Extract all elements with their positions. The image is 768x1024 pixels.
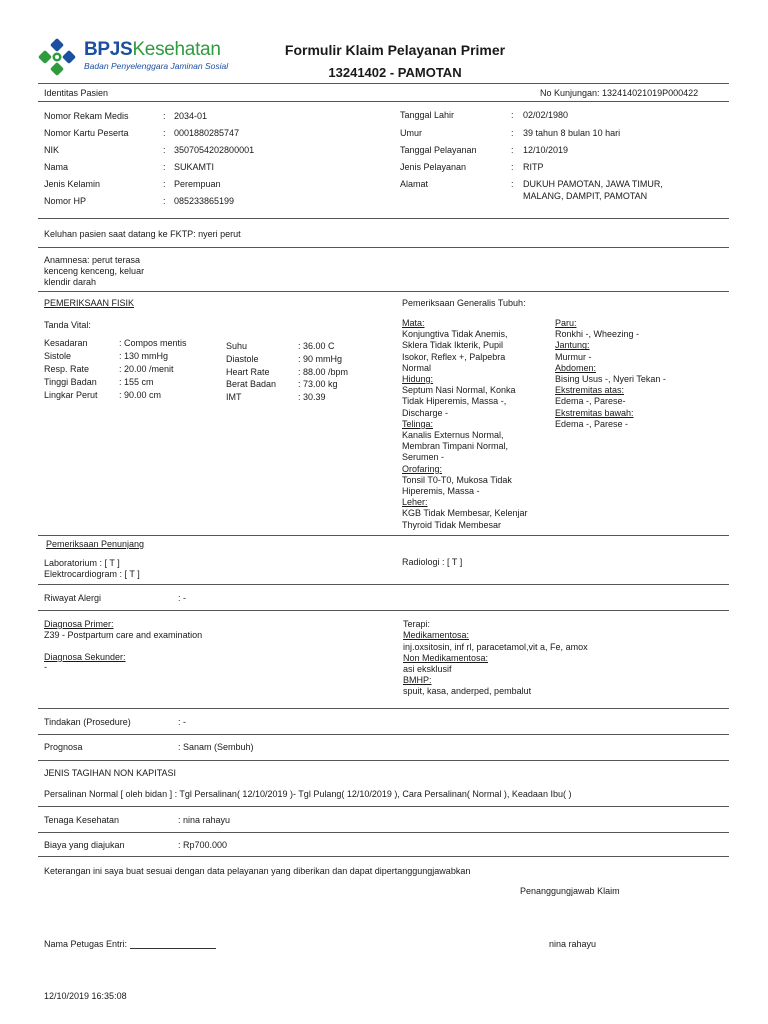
divider bbox=[38, 218, 729, 219]
generalis-section-label: Jantung: bbox=[555, 340, 590, 351]
generalis-line: Bising Usus -, Nyeri Tekan - bbox=[555, 374, 666, 384]
non-medikamentosa-value: asi eksklusif bbox=[403, 664, 452, 674]
field-value: Perempuan bbox=[174, 179, 221, 189]
field-label: Jenis Pelayanan bbox=[400, 162, 467, 172]
divider bbox=[38, 806, 729, 807]
form-subtitle: 13241402 - PAMOTAN bbox=[328, 65, 462, 80]
terapi-label: Terapi: bbox=[403, 619, 431, 629]
divider bbox=[38, 535, 729, 536]
biaya-value: : Rp700.000 bbox=[178, 840, 228, 850]
alergi-label: Riwayat Alergi bbox=[44, 593, 102, 603]
form-title: Formulir Klaim Pelayanan Primer bbox=[284, 42, 506, 58]
generalis-line: Edema -, Parese - bbox=[555, 418, 629, 429]
field-value: 39 tahun 8 bulan 10 hari bbox=[523, 128, 621, 138]
field-label: Tanggal Lahir bbox=[400, 110, 455, 120]
generalis-section-label: Orofaring: bbox=[402, 463, 443, 474]
generalis-line: Thyroid Tidak Membesar bbox=[402, 519, 502, 530]
divider bbox=[38, 832, 729, 833]
bmhp-value: spuit, kasa, anderped, pembalut bbox=[403, 686, 532, 696]
field-label: Alamat bbox=[400, 179, 429, 189]
generalis-section-label: Ekstremitas atas: bbox=[555, 385, 625, 396]
generalis-line: Ronkhi -, Wheezing - bbox=[555, 329, 640, 340]
tenaga-label: Tenaga Kesehatan bbox=[44, 815, 120, 825]
petugas-entri bbox=[44, 939, 216, 949]
field-value: 0001880285747 bbox=[174, 128, 240, 138]
divider bbox=[38, 83, 729, 84]
ekg-result: Elektrocardiogram : [ T ] bbox=[44, 569, 140, 579]
identitas-heading: Identitas Pasien bbox=[44, 88, 109, 98]
divider bbox=[38, 101, 729, 102]
radiologi-result: Radiologi : [ T ] bbox=[402, 557, 463, 567]
generalis-line: Konjungtiva Tidak Anemis, bbox=[402, 329, 508, 340]
field-value: RITP bbox=[523, 162, 544, 172]
bmhp-label: BMHP: bbox=[403, 675, 432, 685]
divider bbox=[38, 610, 729, 611]
generalis-section-label: Telinga: bbox=[402, 418, 434, 429]
field-value: 3507054202800001 bbox=[174, 145, 255, 155]
penanggungjawab-label: Penanggungjawab Klaim bbox=[520, 886, 620, 896]
generalis-section-label: Paru: bbox=[555, 318, 577, 328]
generalis-line: Tonsil T0-T0, Mukosa Tidak bbox=[402, 474, 512, 485]
generalis-section-label: Hidung: bbox=[402, 374, 434, 384]
keterangan: Keterangan ini saya buat sesuai dengan data pelayanan yang diberikan dan dapat dipertanggungjawabkan bbox=[44, 866, 471, 876]
logo-wordmark: BPJSKesehatan bbox=[84, 39, 221, 60]
generalis-line: Murmur - bbox=[555, 351, 592, 362]
generalis-line: Edema -, Parese- bbox=[555, 396, 626, 407]
prognosa-label: Prognosa bbox=[44, 742, 83, 752]
field-value: SUKAMTI bbox=[174, 162, 215, 172]
divider bbox=[38, 708, 729, 709]
field-value: 2034-01 bbox=[174, 111, 208, 121]
field-label: Nama bbox=[44, 162, 69, 172]
generalis-line: KGB Tidak Membesar, Kelenjar bbox=[402, 508, 528, 519]
field-label: Nomor Kartu Peserta bbox=[44, 128, 129, 138]
generalis-line: Normal bbox=[402, 362, 432, 373]
divider bbox=[38, 247, 729, 248]
signature-line bbox=[130, 940, 216, 949]
field-label: NIK bbox=[44, 145, 60, 155]
field-label: Tanggal Pelayanan bbox=[400, 145, 477, 155]
generalis-section-label: Abdomen: bbox=[555, 362, 597, 373]
tindakan-label: Tindakan (Prosedure) bbox=[44, 717, 131, 727]
generalis-line: Kanalis Externus Normal, bbox=[402, 430, 504, 440]
prognosa-value: : Sanam (Sembuh) bbox=[178, 742, 254, 752]
field-label: Nomor Rekam Medis bbox=[44, 111, 129, 121]
field-value: 085233865199 bbox=[174, 196, 235, 206]
generalis-line: Tidak Hiperemis, Massa -, bbox=[402, 396, 507, 407]
generalis-line: Hiperemis, Massa - bbox=[402, 486, 480, 496]
field-value: MALANG, DAMPIT, PAMOTAN bbox=[523, 191, 648, 201]
divider bbox=[38, 734, 729, 735]
divider bbox=[38, 856, 729, 857]
print-timestamp: 12/10/2019 16:35:08 bbox=[44, 991, 127, 1001]
generalis-section-label: Leher: bbox=[402, 497, 428, 508]
generalis-line: Discharge - bbox=[402, 407, 449, 418]
alergi-value: : - bbox=[178, 593, 186, 603]
generalis-section-label: Mata: bbox=[402, 318, 425, 328]
logo-tagline: Badan Penyelenggara Jaminan Sosial bbox=[84, 61, 229, 71]
keluhan: Keluhan pasien saat datang ke FKTP: nyeri perut bbox=[44, 229, 241, 239]
tagihan-heading: JENIS TAGIHAN NON KAPITASI bbox=[44, 768, 177, 778]
field-value: 12/10/2019 bbox=[523, 145, 569, 155]
no-kunjungan: No Kunjungan: 132414021019P000422 bbox=[540, 88, 699, 98]
biaya-label: Biaya yang diajukan bbox=[44, 840, 125, 850]
field-label: Jenis Kelamin bbox=[44, 179, 101, 189]
medikamentosa-label: Medikamentosa: bbox=[403, 630, 470, 640]
divider bbox=[38, 760, 729, 761]
bpjs-logo-icon bbox=[38, 38, 76, 76]
non-medikamentosa-label: Non Medikamentosa: bbox=[403, 653, 489, 663]
divider bbox=[38, 584, 729, 585]
petugas-entri-label: Nama Petugas Entri: bbox=[44, 939, 128, 949]
lab-result: Laboratorium : [ T ] bbox=[44, 558, 120, 568]
fisik-heading: PEMERIKSAAN FISIK bbox=[44, 298, 135, 308]
field-label: Nomor HP bbox=[44, 196, 87, 206]
tanda-vital-label: Tanda Vital: bbox=[44, 320, 91, 330]
signer-name: nina rahayu bbox=[549, 939, 597, 949]
generalis-heading: Pemeriksaan Generalis Tubuh: bbox=[402, 298, 526, 308]
field-value: 02/02/1980 bbox=[523, 110, 569, 120]
diagnosa-sekunder-label: Diagnosa Sekunder: bbox=[44, 652, 126, 662]
penunjang-heading: Pemeriksaan Penunjang bbox=[46, 539, 145, 549]
field-label: Umur bbox=[400, 128, 422, 138]
generalis-line: Membran Timpani Normal, bbox=[402, 441, 509, 452]
diagnosa-primer-value: Z39 - Postpartum care and examination bbox=[44, 630, 203, 640]
diagnosa-sekunder-value: - bbox=[44, 662, 47, 672]
generalis-line: Septum Nasi Normal, Konka bbox=[402, 385, 516, 396]
diagnosa-primer-label: Diagnosa Primer: bbox=[44, 619, 114, 629]
field-value: DUKUH PAMOTAN, JAWA TIMUR, bbox=[523, 179, 663, 189]
tagihan-detail: Persalinan Normal [ oleh bidan ] : Tgl Persalinan( 12/10/2019 )- Tgl Pulang( 12/10/2019 ), Cara Persalinan( Normal ), Keadaan Ibu( ) bbox=[44, 789, 572, 799]
tindakan-value: : - bbox=[178, 717, 186, 727]
generalis-section-label: Ekstremitas bawah: bbox=[555, 407, 634, 418]
generalis-line: Serumen - bbox=[402, 452, 445, 463]
generalis-line: Isokor, Reflex +, Palpebra bbox=[402, 351, 506, 362]
divider bbox=[38, 291, 729, 292]
tenaga-value: : nina rahayu bbox=[178, 815, 231, 825]
generalis-line: Sklera Tidak Ikterik, Pupil bbox=[402, 340, 504, 351]
medikamentosa-value: inj.oxsitosin, inf rl, paracetamol,vit a, Fe, amox bbox=[403, 642, 588, 652]
